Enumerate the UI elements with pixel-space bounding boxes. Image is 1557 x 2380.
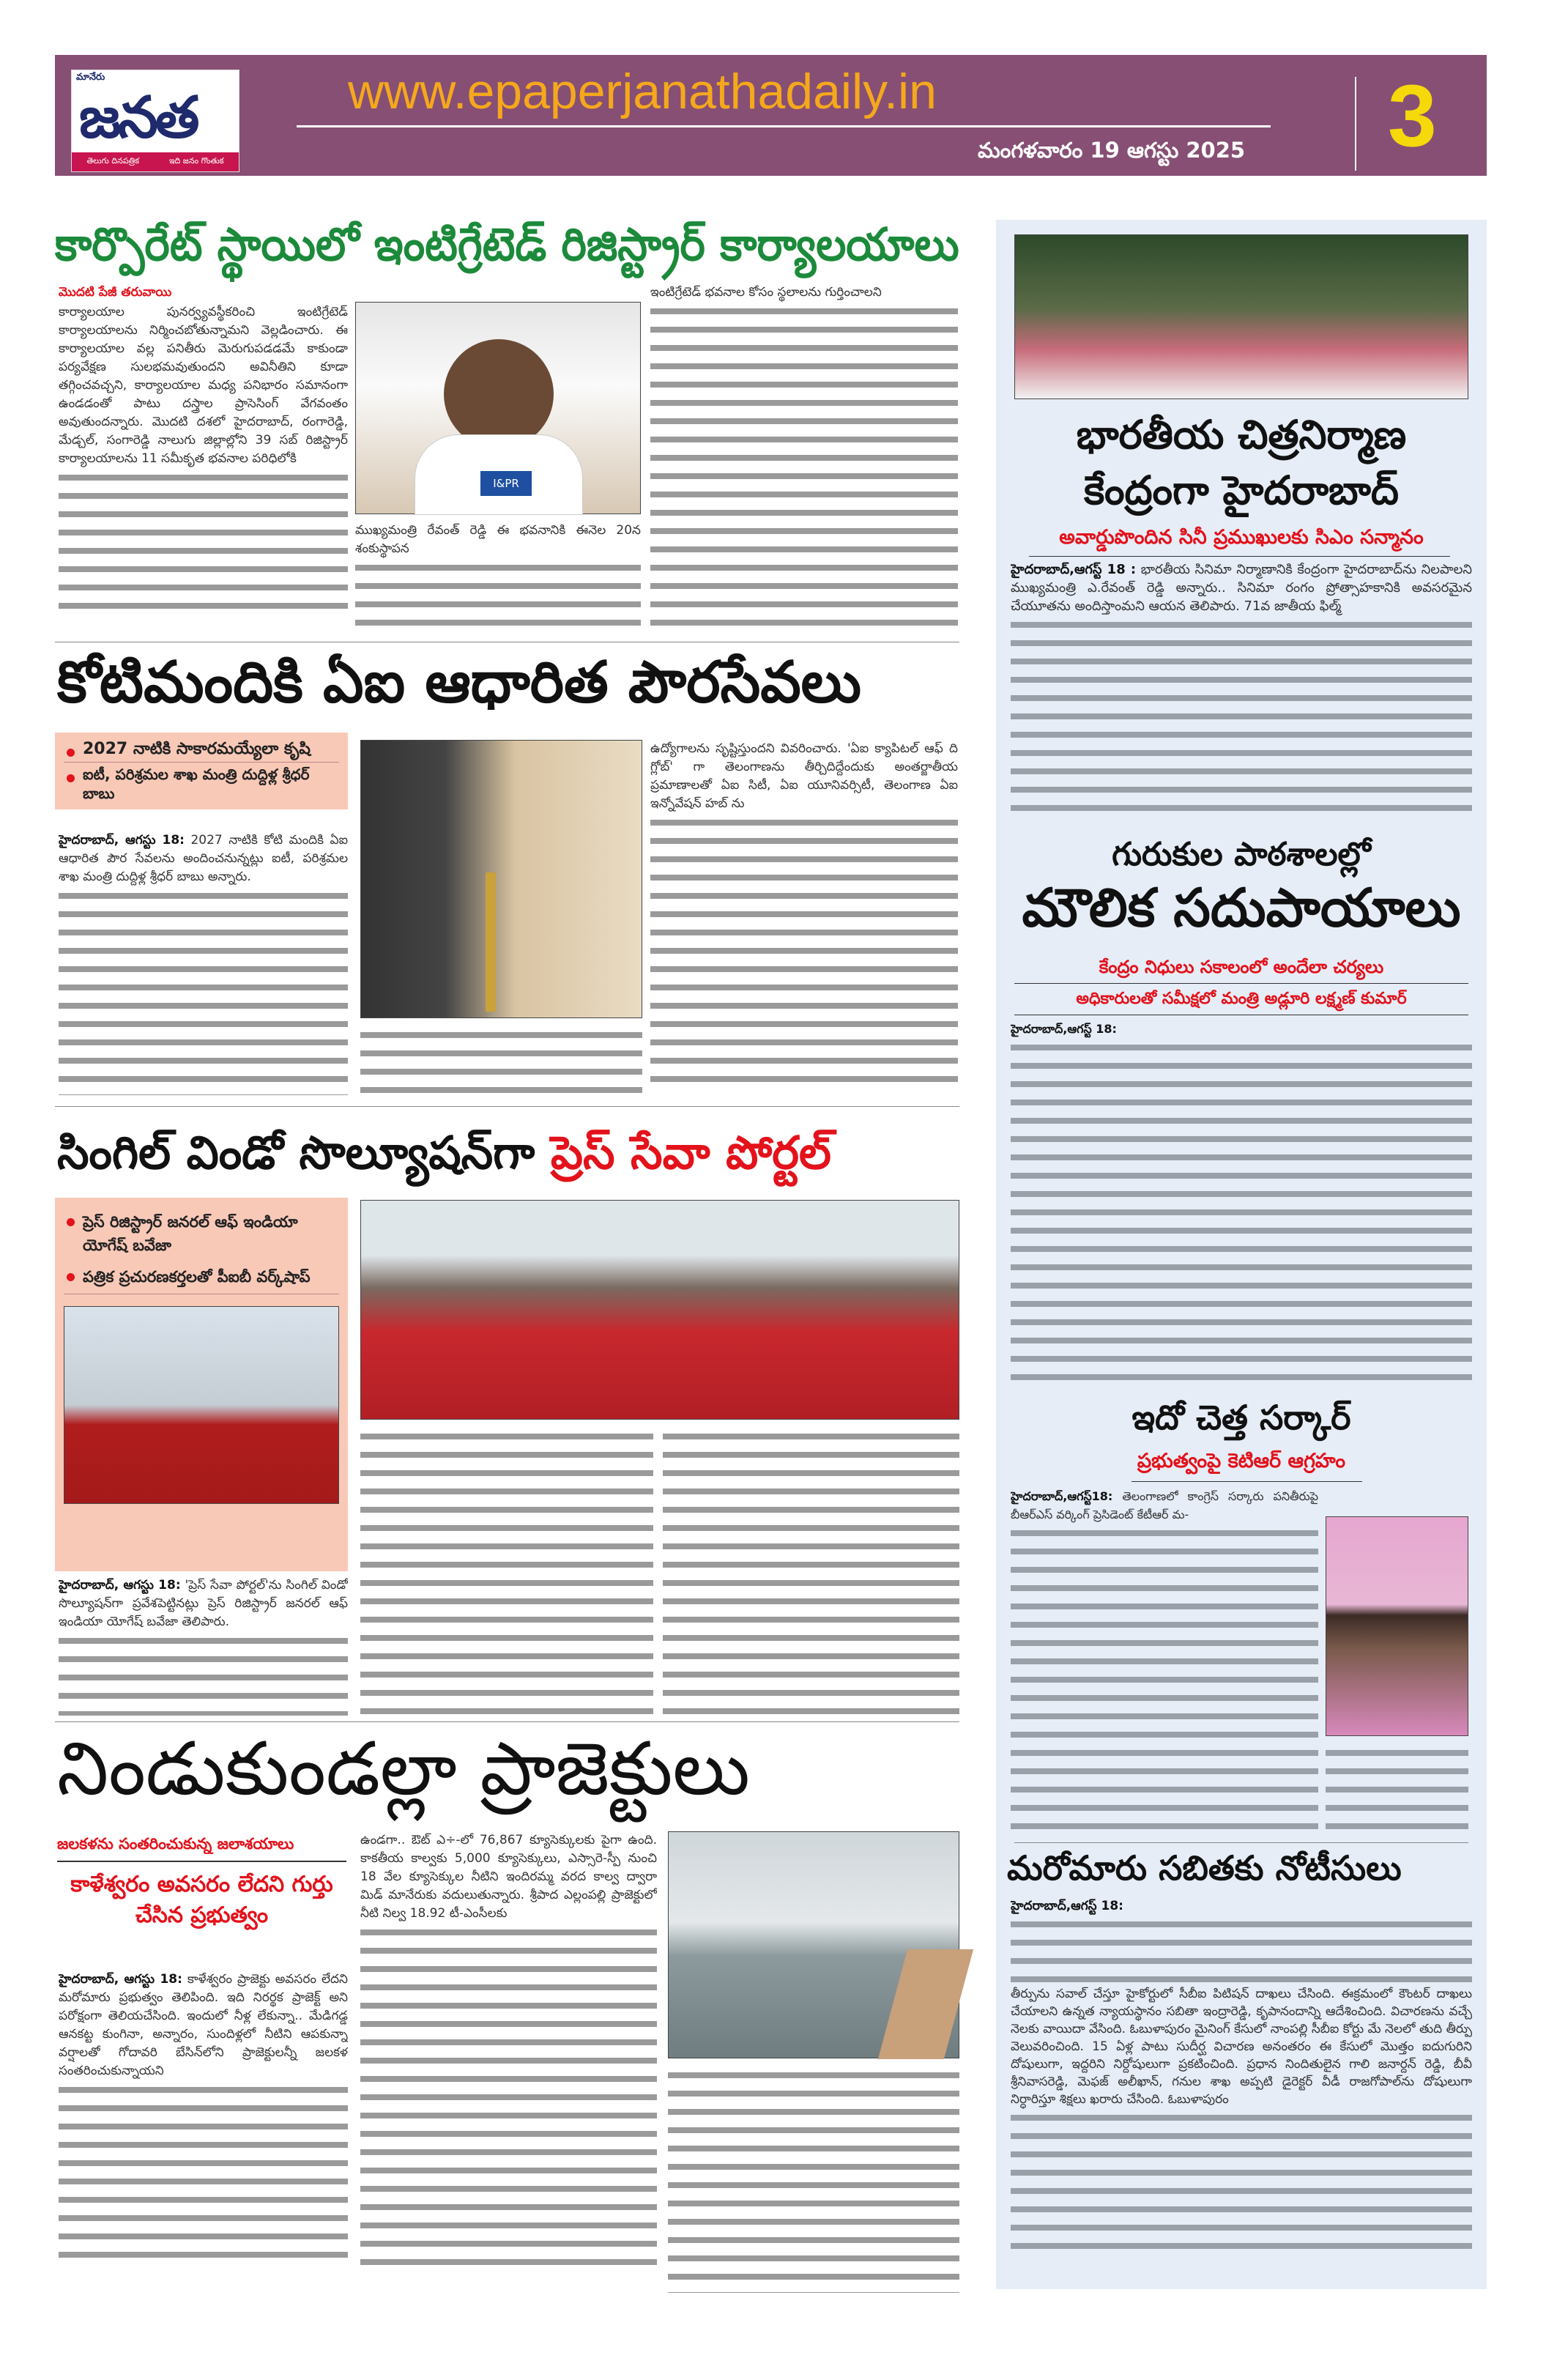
article1-paragraph: కార్యాలయాల పునర్వ్యవస్థీకరించి ఇంటిగ్రేటెడ్ కార్యాలయాలను నిర్మించబోతున్నామని వెల్లడించారు. ఈ కార్యాలయాల వల్ల పనితీరు మెరుగుపడడమే కాకుండా పర్యవేక్షణ సులభమవుతుందని అవినీతిని కూడా తగ్గించవచ్చని, కార్యాలయాల మధ్య పనిభారం సమానంగా ఉండడంతో పాటు దస్త్రాల ప్రాసెసింగ్ వేగవంతం అవుతుందన్నారు. మొదటి దశలో హైదరాబాద్, రంగారెడ్డి, మేడ్చల్, సంగారెడ్డి నాలుగు జిల్లాల్లోని 39 సబ్ రిజిస్ట్రార్ కార్యాలయాలను 11 సమీకృత భవనాల పరిధిలోకి: [59, 305, 348, 466]
dateline: హైదరాబాద్, ఆగస్టు 18:: [59, 1578, 181, 1593]
article1-photo-caption-text: [355, 522, 641, 631]
text-lines: [668, 2066, 959, 2293]
article4-kicker: జలకళను సంతరించుకున్న జలాశయాలు: [57, 1835, 294, 1853]
divider: [297, 125, 1271, 127]
logo-tag-right: ఇది జనం గొంతుక: [168, 156, 224, 166]
dateline: హైదరాబాద్,ఆగస్ట్18:: [1011, 1489, 1113, 1503]
headline-line: కేంద్రంగా హైదరాబాద్: [1083, 467, 1400, 514]
article3-photo-speaker: [64, 1306, 339, 1504]
cinema-photo-group: [1014, 234, 1468, 399]
ktr-headline: ఇదో చెత్త సర్కార్: [1131, 1398, 1351, 1437]
article4-body-col2: [360, 1831, 657, 2293]
dateline: హైదరాబాద్,ఆగస్ట్ 18:: [1011, 1022, 1117, 1036]
divider: [1029, 556, 1450, 557]
article4-body-col3: [668, 2066, 959, 2293]
ktr-subhead: ప్రభుత్వంపై కెటిఆర్ ఆగ్రహం: [1137, 1450, 1346, 1472]
text-lines: [59, 1631, 348, 1716]
divider: [57, 1861, 346, 1862]
article2-headline: కోటిమందికి ఏఐ ఆధారిత పౌరసేవలు: [57, 650, 861, 716]
article3-highlights: [55, 1198, 348, 1571]
masthead: [55, 55, 1487, 176]
divider: [55, 1721, 959, 1722]
ktr-body: [1011, 1487, 1318, 1839]
text-lines: [360, 1026, 642, 1095]
dateline: హైదరాబాద్, ఆగస్టు 18:: [59, 833, 185, 848]
text-lines: [1326, 1743, 1468, 1839]
dam-wall: [878, 1949, 973, 2059]
text-lines: [59, 2080, 348, 2264]
text-lines: [1011, 1038, 1472, 1386]
headline-line: మౌలిక సదుపాయాలు: [1022, 877, 1461, 938]
divider: [1355, 77, 1356, 171]
cinema-body: [1011, 560, 1472, 824]
text-lines: [1011, 1524, 1318, 1839]
divider: [1014, 1842, 1468, 1843]
sabitha-body: [1011, 1897, 1472, 2286]
divider: [1014, 983, 1468, 984]
ktr-paragraph: తెలంగాణలో కాంగ్రెస్ సర్కారు పనితీరుపై బీఆర్ఎస్ వర్కింగ్ ప్రెసిడెంట్ కేటీఆర్ మ-: [1011, 1489, 1318, 1521]
text-lines: [360, 1427, 653, 1716]
highlight-item: పత్రిక ప్రచురణకర్తలతో పీఐబీ వర్క్‌షాప్: [64, 1261, 339, 1294]
article1-headline: కార్పొరేట్ స్థాయిలో ఇంటిగ్రేటెడ్ రిజిస్ట్రార్ కార్యాలయాలు: [55, 218, 959, 271]
article3-photo-workshop-audience: [360, 1200, 959, 1420]
highlight-item: ప్రెస్ రిజిస్ట్రార్ జనరల్ ఆఫ్ ఇండియా యోగేష్ బవేజా: [64, 1206, 339, 1261]
article2-highlights: [55, 733, 348, 809]
article1-kicker: మొదటి పేజీ తరువాయి: [59, 285, 172, 300]
highlight-item: ఐటీ, పరిశ్రమల శాఖ మంత్రి దుద్దిళ్ల శ్రీధర్ బాబు: [64, 763, 339, 805]
headline-line: గురుకుల పాఠశాలల్లో: [1112, 836, 1371, 873]
newspaper-logo: [71, 70, 239, 172]
text-lines: [59, 468, 348, 615]
article1-body-col3: [650, 283, 958, 631]
issue-date: మంగళవారం 19 ఆగస్టు 2025: [978, 138, 1246, 163]
cinema-subhead: అవార్డుపొందిన సినీ ప్రముఖులకు సిఎం సన్మానం: [1059, 526, 1424, 549]
text-lines: [650, 813, 958, 1091]
article3-body-col1: [59, 1576, 348, 1716]
article2-body-col2: [360, 1026, 642, 1095]
caption: ముఖ్యమంత్రి రేవంత్ రెడ్డి ఈ భవనానికి ఈనెల 20న శంకుస్థాపన: [355, 523, 641, 556]
article4-paragraph: ఉండగా.. ఔట్ ఎ÷-లో 76,867 క్యూసెక్కులకు పైగా ఉంది. కాకతీయ కాల్వకు 5,000 క్యూసెక్కులు, ఎస్సారె-స్పీ నుంచి 18 వేల క్యూసెక్కుల నీటిని ఇందిరమ్మ వరద కాల్వ ద్వారా మిడ్ మానేరుకు వదులుతున్నారు. శ్రీపాద ఎల్లంపల్లి ప్రాజెక్టులో నీటి నిల్వ 18.92 టీ-ఎంసీలకు: [360, 1833, 657, 1921]
dateline: హైదరాబాద్,ఆగస్ట్ 18:: [1011, 1899, 1123, 1913]
text-lines: [1011, 615, 1472, 820]
text-lines: [59, 886, 348, 1095]
article4-paragraph: కాళేశ్వరం ప్రాజెక్టు అవసరం లేదని మరోమారు ప్రభుత్వం తెలిపింది. ఇది నిరర్థక ప్రాజెక్ట్ అని పరోక్షంగా తెలియచేసింది. ఇందులో నీళ్ల లేకున్నా.. మేడిగడ్డ ఆనకట్ట కుంగినా, అన్నారం, సుందిళ్లలో నీటిని ఆపకున్నా వర్షాలతో గోదావరి బేసిన్‌లోని ప్రాజెక్టులన్నీ జలకళ సంతరించుకున్నాయని: [59, 1972, 348, 2078]
article4-photo-reservoir: [668, 1831, 959, 2058]
article2-paragraph: 2027 నాటికి కోటి మందికి ఏఐ ఆధారిత పౌర సేవలను అందించనున్నట్లు ఐటీ, పరిశ్రమల శాఖ మంత్రి దుద్దిళ్ల శ్రీధర్ బాబు అన్నారు.: [59, 833, 348, 884]
divider: [55, 1106, 959, 1107]
logo-name: జనత: [79, 85, 197, 151]
logo-tag-left: తెలుగు దినపత్రిక: [86, 156, 139, 166]
article3-body-col2: [360, 1427, 653, 1716]
lamp-stand: [486, 872, 496, 1012]
text-lines: [1011, 2108, 1472, 2255]
headline-line: భారతీయ చిత్రనిర్మాణ: [1076, 412, 1407, 458]
article1-paragraph: ఇంటిగ్రేటెడ్ భవనాల కోసం స్థలాలను గుర్తించాలని: [650, 285, 882, 300]
website-url[interactable]: www.epaperjanathadaily.in: [348, 64, 937, 119]
dateline: హైదరాబాద్, ఆగస్టు 18:: [59, 1972, 182, 1987]
gurukula-subhead1: కేంద్రం నిధులు సకాలంలో అందేలా చర్యలు: [1099, 957, 1384, 977]
article1-photo-minister: [355, 302, 641, 514]
article4-headline: నిండుకుండల్లా ప్రాజెక్టులు: [57, 1726, 750, 1812]
person-silhouette: [444, 339, 554, 449]
text-lines: [1011, 1915, 1472, 1985]
gurukula-subhead2: అధికారులతో సమీక్షలో మంత్రి అడ్లూరి లక్ష్మణ్ కుమార్: [1076, 990, 1407, 1008]
gurukula-body: [1011, 1020, 1472, 1386]
article3-paragraph: 'ప్రెస్ సేవా పోర్టల్'ను సింగిల్ విండో సొల్యూషన్‌గా ప్రవేశపెట్టినట్లు ప్రెస్ రిజిస్ట్రార్ జనరల్ ఆఫ్ ఇండియా యోగేష్ బవేజా తెలిపారు.: [59, 1578, 348, 1629]
highlight-item: 2027 నాటికి సాకారమయ్యేలా కృషి: [64, 737, 339, 763]
ktr-photo: [1326, 1516, 1468, 1736]
dateline: హైదరాబాద్,ఆగస్ట్ 18 :: [1011, 562, 1137, 577]
cinema-paragraph: భారతీయ సినిమా నిర్మాణానికి కేంద్రంగా హైదరాబాద్‌ను నిలపాలని ముఖ్యమంత్రి ఎ.రేవంత్ రెడ్డి అన్నారు.. సినిమా రంగం ప్రోత్సాహకానికి అవసరమైన చేయూతను అందిస్తాంమని ఆయన తెలిపారు. 71వ జాతీయ ఫిల్మ్: [1011, 562, 1472, 614]
article4-subhead: కాళేశ్వరం అవసరం లేదని గుర్తు చేసిన ప్రభుత్వం: [70, 1872, 333, 1928]
logo-small-text: మానేరు: [76, 72, 105, 83]
article2-paragraph: ఉద్యోగాలను సృష్టిస్తుందని వివరించారు. 'ఏఐ క్యాపిటల్ ఆఫ్ ది గ్లోబ్' గా తెలంగాణను తీర్చిదిద్దేందుకు అంతర్జాతీయ ప్రమాణాలతో ఏఐ సిటీ, ఏఐ యూనివర్సిటీ, తెలంగాణ ఏఐ ఇన్నోవేషన్ హబ్ ను: [650, 741, 958, 811]
article4-body-col1: [59, 1971, 348, 2293]
headline-part: సింగిల్ విండో సొల్యూషన్‌గా: [57, 1126, 535, 1179]
gurukula-headline: [996, 835, 1487, 941]
sabitha-paragraph: తీర్పును సవాల్ చేస్తూ హైకోర్టులో సీబీఐ పిటిషన్ దాఖలు చేసింది. ఈక్రమంలో కౌంటర్ దాఖలు చేయాలని ఉన్నత న్యాయస్థానం సబితా ఇంద్రారెడ్డి, కృపానందాన్ని ఆదేశించింది. విచారణను వచ్చే నెలకు వాయిదా వేసింది. ఓబుళాపురం మైనింగ్ కేసులో నాంపల్లి సీబీఐ కోర్టు మే నెలలో తుది తీర్పు వెలువరించింది. 15 ఏళ్ల పాటు సుదీర్ఘ విచారణ అనంతరం ఈ కేసులో మొత్తం ఐదుగురిని దోషులుగా, ఇద్దరిని నిర్దోషులుగా ప్రకటించింది. ప్రధాన నిందితులైన గాలి జనార్దన్ రెడ్డి, బీవీ శ్రీనివాసరెడ్డి, మెఫజ్ అలీఖాన్, గనుల శాఖ అప్పటి డైరెక్టర్ వీడీ రాజగోపాల్‌ను దోషులుగా నిర్ధారిస్తూ శిక్షలు ఖరారు చేసింది. ఓబుళాపురం: [1011, 1987, 1472, 2107]
article3-headline: [57, 1128, 831, 1178]
text-lines: [355, 558, 641, 631]
cinema-headline: [996, 407, 1487, 519]
ipr-mic-badge: I&PR: [480, 471, 532, 496]
ktr-body-side: [1326, 1743, 1468, 1839]
article2-photo-lamp-lighting: [360, 740, 642, 1018]
sabitha-headline: మరోమారు సబితకు నోటీసులు: [1007, 1848, 1402, 1888]
page-number: 3: [1388, 67, 1437, 165]
article2-body-col3: [650, 740, 958, 1095]
divider: [1131, 1481, 1362, 1482]
text-lines: [650, 302, 958, 631]
headline-part-red: ప్రెస్ సేవా పోర్టల్: [550, 1126, 831, 1179]
text-lines: [360, 1923, 657, 2267]
text-lines: [663, 1427, 959, 1716]
logo-tagline-band: [72, 152, 239, 171]
article3-body-col3: [663, 1427, 959, 1716]
article2-body-col1: [59, 831, 348, 1095]
article1-body-col1: [59, 303, 348, 631]
